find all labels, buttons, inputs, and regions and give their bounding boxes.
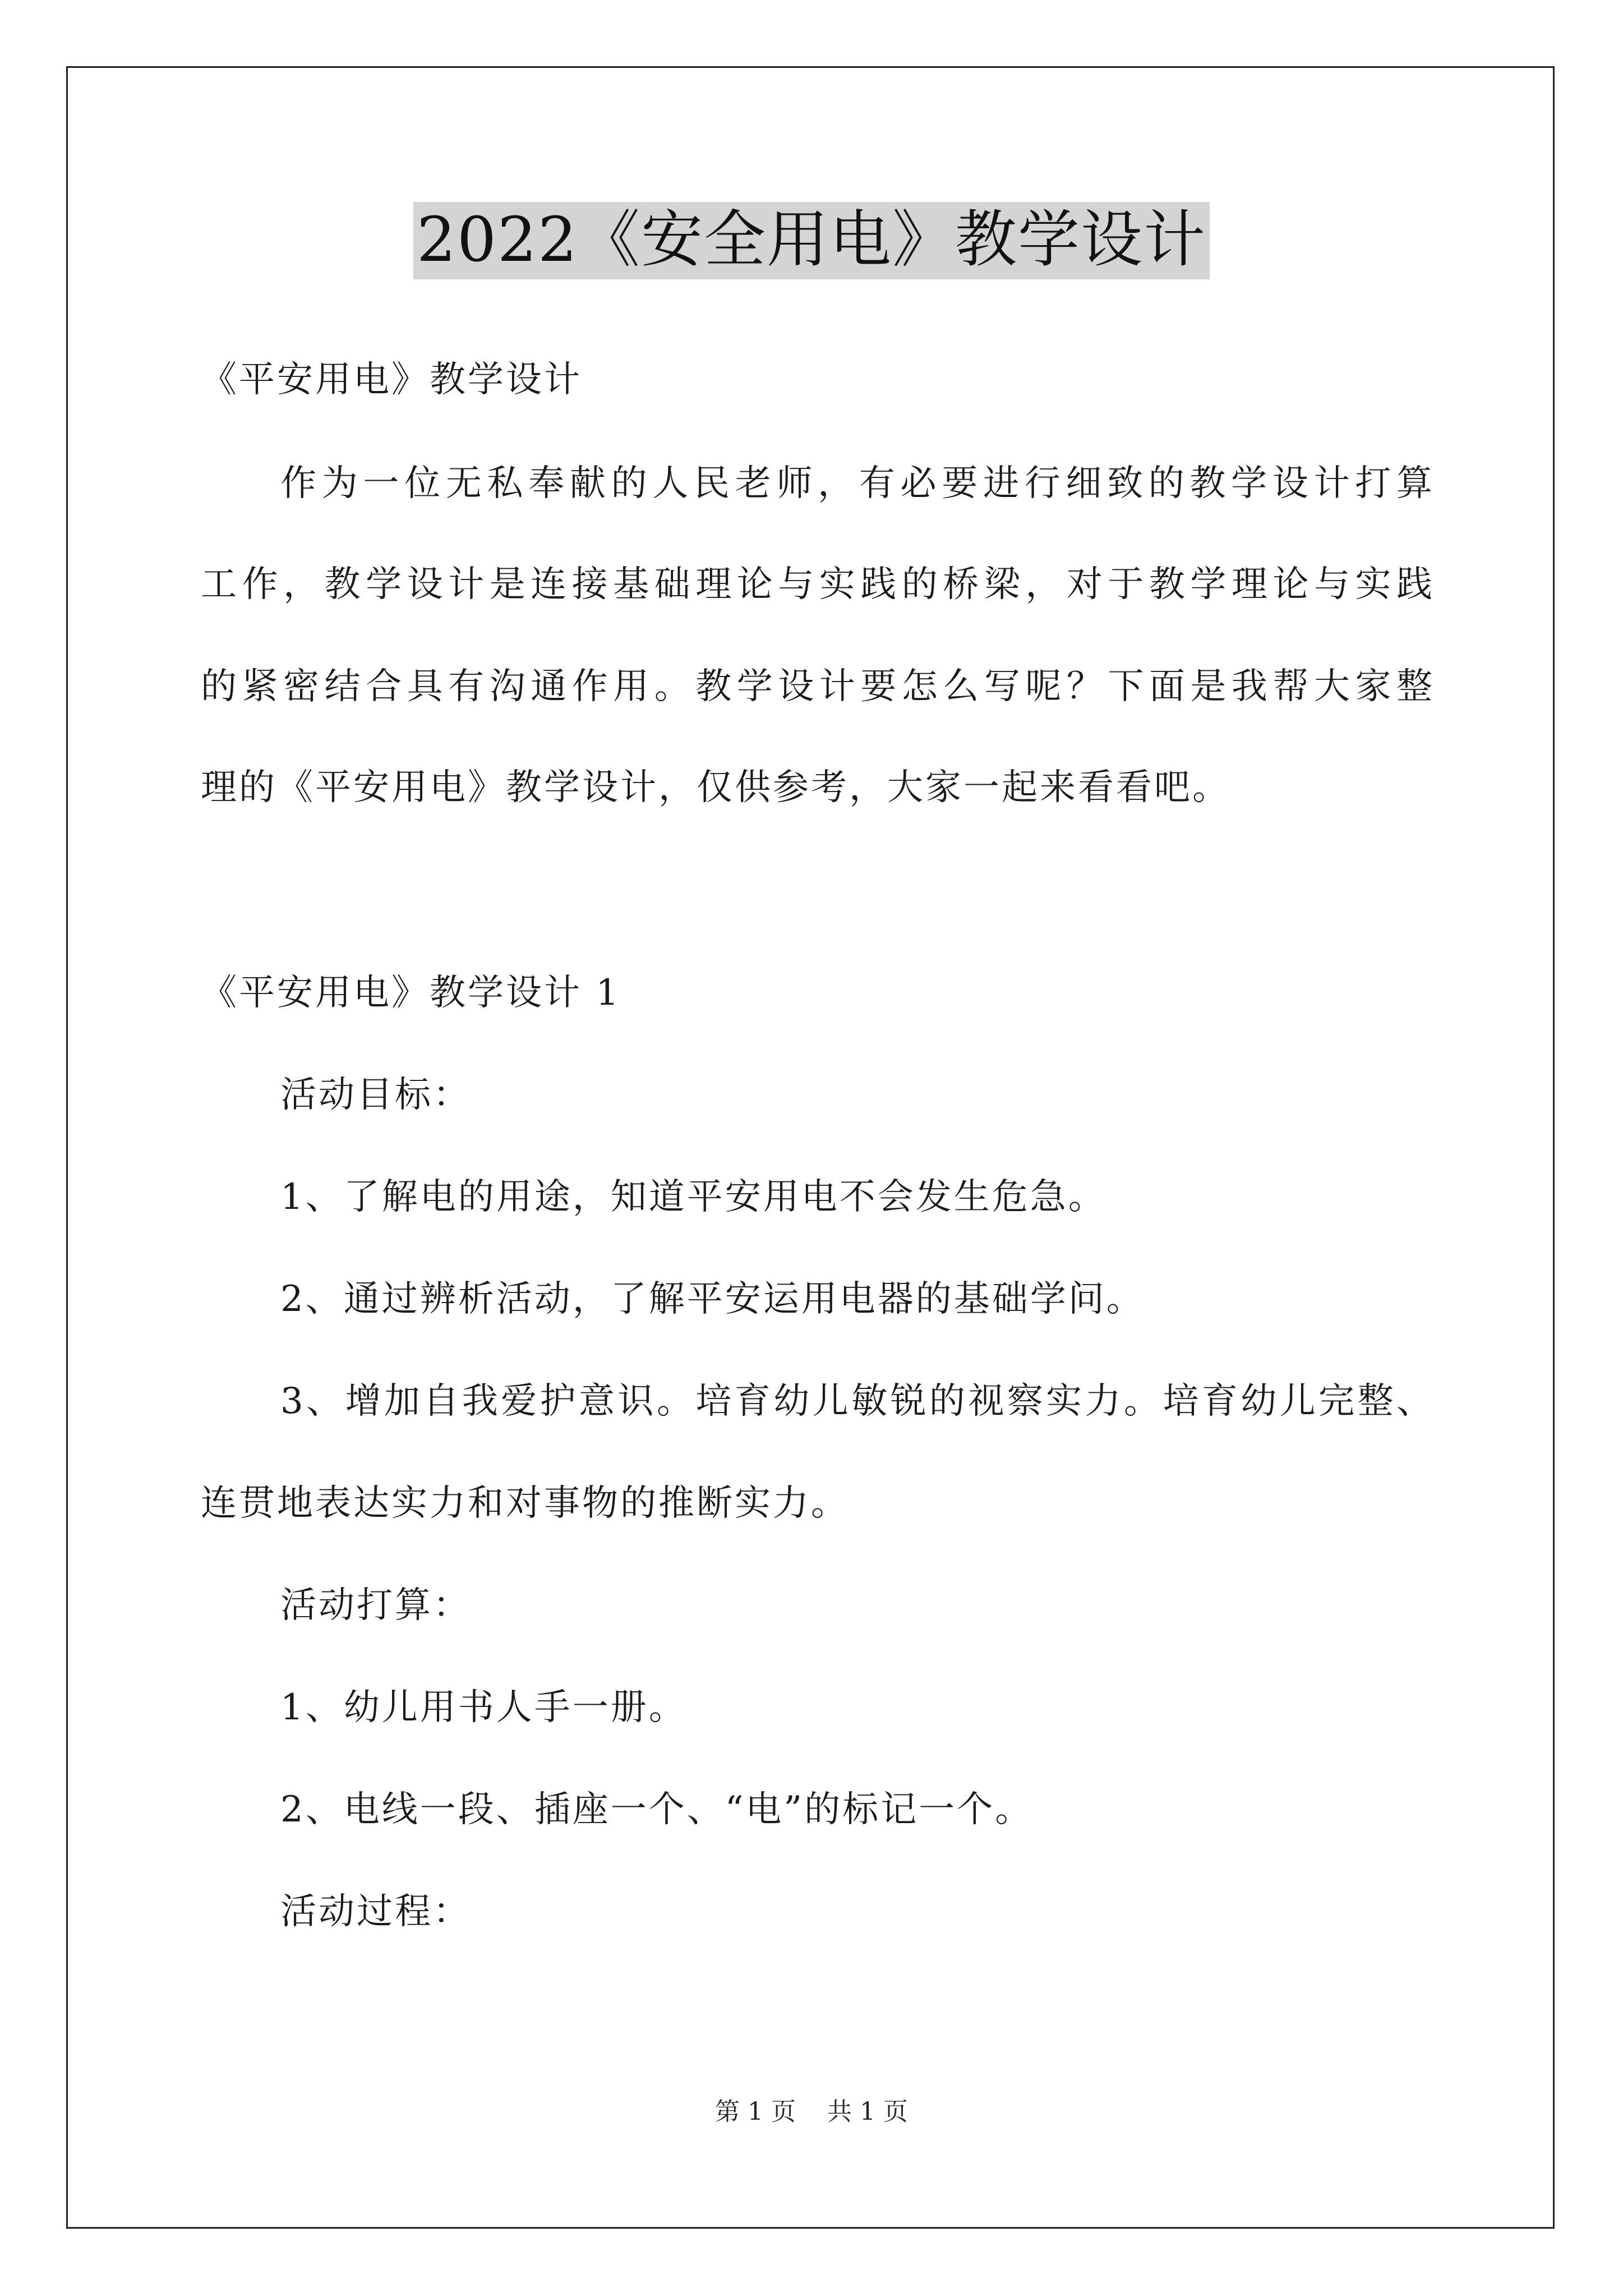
paragraph-line: 3、增加自我爱护意识。培育幼儿敏锐的视察实力。培育幼儿完整、 bbox=[280, 1381, 1432, 1422]
paragraph-line: 活动目标： bbox=[280, 1074, 471, 1116]
section-heading: 《平安用电》教学设计 1 bbox=[201, 972, 621, 1014]
intro-line: 理的《平安用电》教学设计，仅供参考，大家一起来看看吧。 bbox=[201, 767, 1230, 808]
intro-line: 的紧密结合具有沟通作用。教学设计要怎么写呢？下面是我帮大家整 bbox=[201, 666, 1432, 707]
paragraph-line: 2、电线一段、插座一个、“电”的标记一个。 bbox=[280, 1789, 1034, 1830]
document-title: 2022《安全用电》教学设计 bbox=[413, 202, 1210, 279]
title-container bbox=[0, 202, 1623, 279]
intro-line: 工作，教学设计是连接基础理论与实践的桥梁，对于教学理论与实践 bbox=[201, 564, 1432, 605]
paragraph-line: 连贯地表达实力和对事物的推断实力。 bbox=[201, 1483, 849, 1524]
paragraph-line: 1、了解电的用途，知道平安用电不会发生危急。 bbox=[280, 1176, 1106, 1218]
paragraph-line: 活动打算： bbox=[280, 1585, 471, 1626]
section-heading: 《平安用电》教学设计 bbox=[201, 359, 582, 401]
paragraph-line: 1、幼儿用书人手一册。 bbox=[280, 1687, 687, 1728]
paragraph-line: 活动过程： bbox=[280, 1891, 471, 1932]
intro-line: 作为一位无私奉献的人民老师，有必要进行细致的教学设计打算 bbox=[280, 463, 1432, 504]
paragraph-line: 2、通过辨析活动，了解平安运用电器的基础学问。 bbox=[280, 1278, 1145, 1320]
page-footer: 第 1 页 共 1 页 bbox=[715, 2097, 908, 2126]
